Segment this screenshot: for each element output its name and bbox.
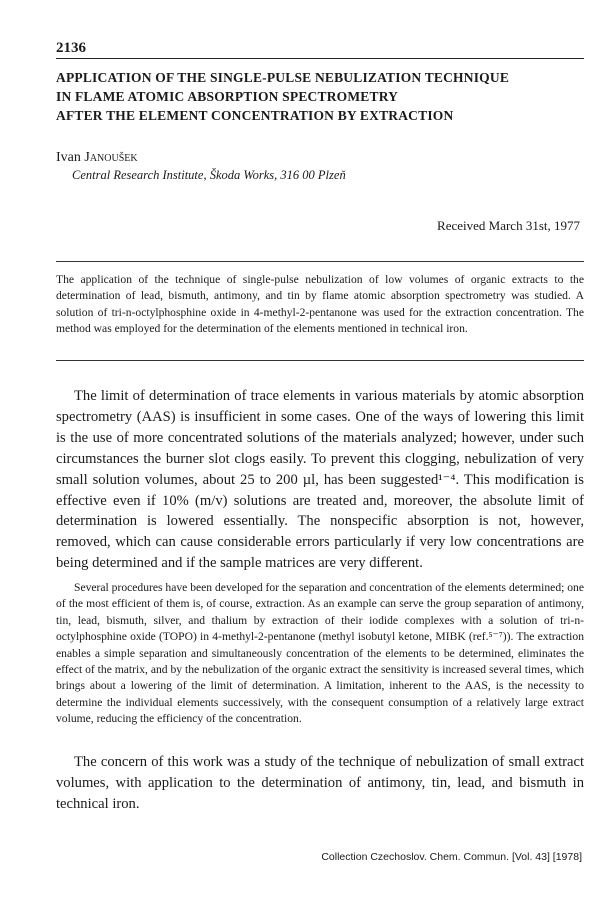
author (56, 150, 138, 166)
author-last-name: Janoušek (84, 150, 138, 165)
paragraph-text: The limit of determination of trace elements in various materials by atomic absorption spectrometry (AAS) is insufficient in some cases. One of the ways of lowering this limit is the use of more concentrated solutions of the materials analyzed; however, under such circumstances the burner slot clogs easily. To prevent this clogging, nebulization of very small solution volumes, about 25 to 200 µl, has been suggested¹⁻⁴. This modification is effective even if 10% (m/v) solutions are treated and, moreover, the absolute limit of determination is lowered essentially. The nonspecific absorption is not, however, removed, which can cause considerable errors particularly if very low concentrations are being determined and if the sample matrices are very different. (56, 388, 584, 572)
body-paragraph-1 (56, 386, 584, 574)
paragraph-text: The concern of this work was a study of the technique of nebulization of small extract volumes, with application to the determination of antimony, tin, lead, and bismuth in technical iron. (56, 754, 584, 812)
header-rule (56, 58, 584, 59)
author-first-name: Ivan (56, 150, 81, 165)
title-line-2: IN FLAME ATOMIC ABSORPTION SPECTROMETRY (56, 89, 399, 104)
journal-footer: Collection Czechoslov. Chem. Commun. [Vol. 43] [1978] (321, 851, 582, 863)
abstract: The application of the technique of single-pulse nebulization of low volumes of organic extracts to the determination of lead, bismuth, antimony, and tin by flame atomic absorption spectrometry was studied. A solution of tri-n-octylphosphine oxide in 4-methyl-2-pentanone was used for the extraction concentration. The method was employed for the determination of the elements mentioned in technical iron. (56, 273, 584, 336)
paragraph-text: Several procedures have been developed for the separation and concentration of the elements determined; one of the most efficient of them is, of course, extraction. As an example can serve the group separation of antimony, tin, lead, bismuth, silver, and thalium by extraction of their iodide complexes with a solution of tri-n-octylphosphine oxide (TOPO) in 4-methyl-2-pentanone (methyl isobutyl ketone, MIBK (ref.⁵⁻⁷)). The extraction enables a simple separation and simultaneously concentration of the elements to be determined, eliminates the effect of the matrix, and by the nebulization of the organic extract the sensitivity is increased several times, which brings about a lowering of the limit of determination. A limitation, inherent to the AAS, is the necessity to determine the individual elements successively, with the consequent consumption of a relatively large extract volume, reducing the efficiency of the concentration. (56, 581, 584, 726)
title-line-3: AFTER THE ELEMENT CONCENTRATION BY EXTRACTION (56, 108, 454, 123)
body-paragraph-3 (56, 752, 584, 815)
body-paragraph-2 (56, 580, 584, 728)
title-line-1: APPLICATION OF THE SINGLE-PULSE NEBULIZATION TECHNIQUE (56, 70, 510, 85)
received-date: Received March 31st, 1977 (437, 218, 580, 233)
page-number: 2136 (56, 40, 86, 56)
abstract-bottom-rule (56, 360, 584, 361)
author-affiliation: Central Research Institute, Škoda Works, 316 00 Plzeň (72, 168, 346, 182)
article-title (56, 68, 584, 125)
abstract-top-rule (56, 261, 584, 262)
